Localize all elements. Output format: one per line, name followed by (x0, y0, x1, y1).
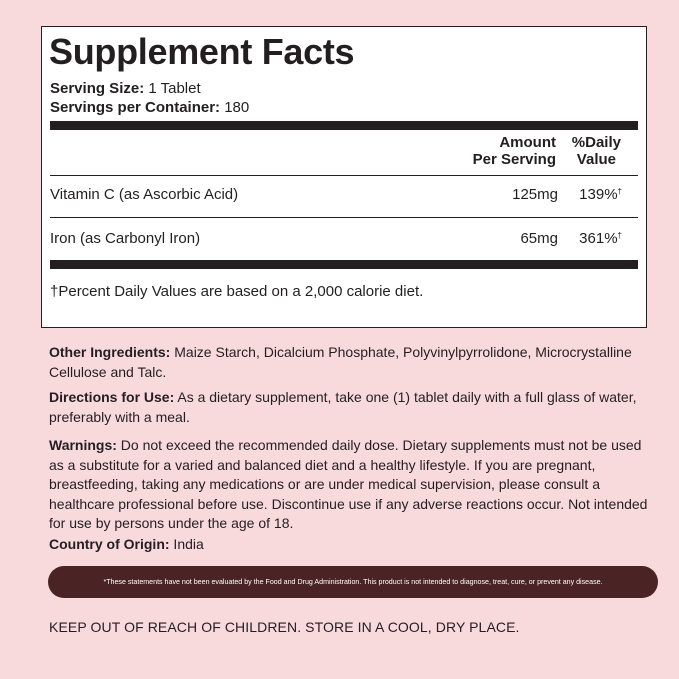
nutrient-amount: 65mg (520, 230, 558, 247)
row-divider (50, 175, 638, 176)
other-ingredients (49, 343, 659, 382)
nutrient-daily-value: 139%† (579, 186, 622, 203)
daily-value-footnote: †Percent Daily Values are based on a 2,000 calorie diet. (50, 283, 424, 300)
facts-title: Supplement Facts (49, 31, 355, 72)
serving-size (50, 80, 201, 97)
storage-warning: KEEP OUT OF REACH OF CHILDREN. STORE IN A COOL, DRY PLACE. (49, 619, 520, 635)
origin-value: India (169, 536, 204, 552)
nutrient-name: Iron (as Carbonyl Iron) (50, 230, 201, 247)
nutrient-daily-value: 361%† (579, 230, 622, 247)
dagger-mark: † (617, 187, 622, 196)
column-header-daily-value (572, 134, 621, 168)
fda-disclaimer-banner: *These statements have not been evaluated by the Food and Drug Administration. This product is not intended to diagnose, treat, cure, or prevent any disease. (48, 566, 658, 598)
thick-divider-bottom (50, 260, 638, 269)
country-of-origin (49, 535, 659, 555)
nutrient-amount: 125mg (512, 186, 558, 203)
nutrient-name: Vitamin C (as Ascorbic Acid) (50, 186, 239, 203)
column-header-amount (473, 134, 556, 168)
directions-text: As a dietary supplement, take one (1) tablet daily with a full glass of water, preferably with a meal. (49, 389, 637, 425)
origin-label: Country of Origin: (49, 536, 170, 552)
nutrient-row (50, 230, 638, 250)
dv-header-line1: %Daily (571, 134, 621, 151)
ingredients-text: Maize Starch, Dicalcium Phosphate, Polyvinylpyrrolidone, Microcrystalline Cellulose and Talc. (49, 344, 632, 380)
directions-label: Directions for Use: (49, 389, 175, 405)
servings-label: Servings per Container: (50, 99, 221, 116)
servings-value: 180 (224, 99, 250, 116)
amount-header-line2: Per Serving (472, 151, 556, 168)
thick-divider-top (50, 121, 638, 130)
dv-header-line2: Value (576, 151, 616, 168)
nutrient-row (50, 186, 638, 206)
directions-for-use (49, 388, 659, 427)
row-divider (50, 217, 638, 218)
serving-size-value: 1 Tablet (148, 80, 201, 97)
dagger-mark: † (617, 231, 622, 240)
serving-size-label: Serving Size: (50, 80, 145, 97)
amount-header-line1: Amount (499, 134, 556, 151)
supplement-facts-panel (41, 26, 647, 328)
ingredients-label: Other Ingredients: (49, 344, 171, 360)
warnings (49, 436, 659, 534)
warnings-label: Warnings: (49, 437, 117, 453)
warnings-text: Do not exceed the recommended daily dose. Dietary supplements must not be used as a substitute for a varied and balanced diet and a healthy lifestyle. If you are pregnant, breastfeeding, taking any medications or are under medical supervision, please consult a healthcare professional before use. Discontinue use if any adverse reactions occur. Not intended for use by persons under the age of 18. (49, 437, 648, 531)
servings-per-container (50, 99, 249, 116)
